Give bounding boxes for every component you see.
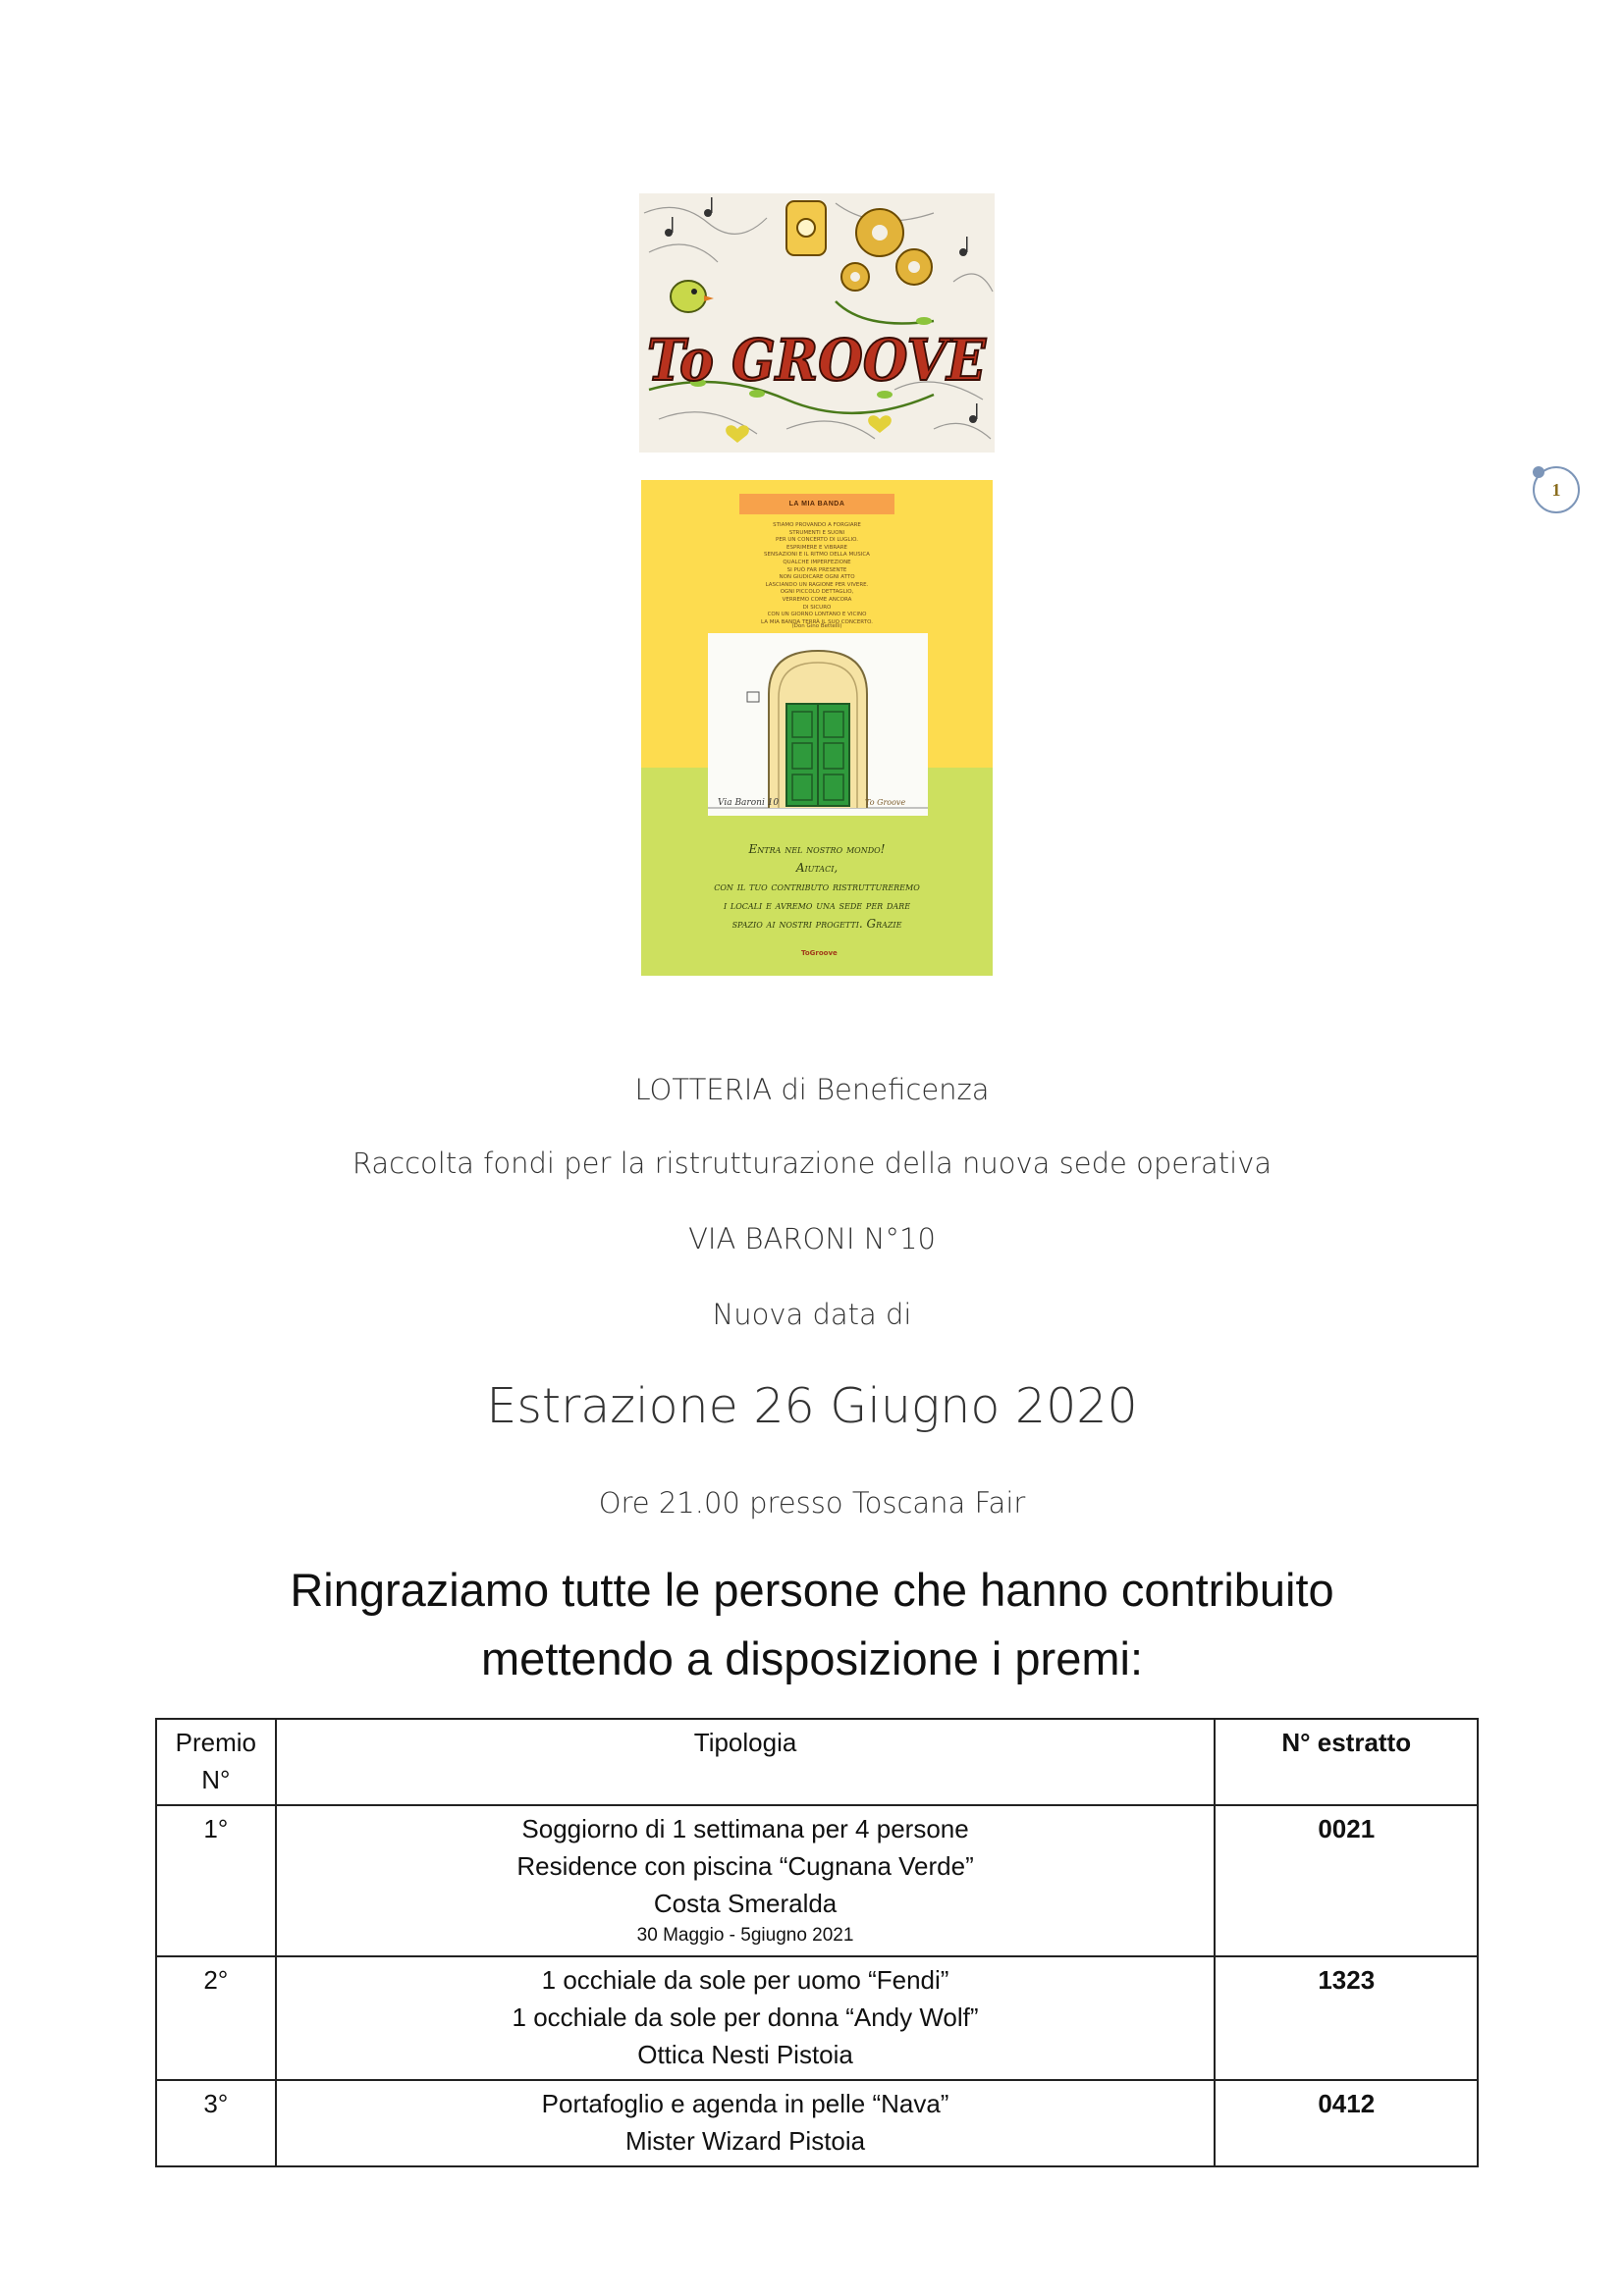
page-number-badge (1533, 466, 1580, 513)
table-row (156, 1805, 1478, 1956)
prize-type: Portafoglio e agenda in pelle “Nava” Mister Wizard Pistoia (276, 2080, 1216, 2166)
poster-appeal (661, 840, 973, 934)
draw-time-location: Ore 21.00 presso Toscana Fair (598, 1486, 1026, 1520)
page-number: 1 (1551, 480, 1561, 500)
logo-illustration-icon (639, 193, 995, 453)
logo-lettering: To GROOVE (647, 327, 987, 394)
lottery-heading: LOTTERIA di Beneficenza (634, 1073, 990, 1106)
thanks-heading (0, 1556, 1624, 1693)
thanks-line-1: Ringraziamo tutte le persone che hanno contribuito (290, 1564, 1334, 1616)
poem-line: STRUMENTI E SUONI (788, 529, 845, 536)
poster-poem (680, 522, 953, 626)
fundraising-description: Raccolta fondi per la ristrutturazione della nuova sede operativa (352, 1147, 1272, 1180)
poem-line: LA MIA BANDA TERRÀ IL SUO CONCERTO. (761, 618, 873, 625)
table-row (156, 2080, 1478, 2166)
prize-drawn-number: 1323 (1215, 1956, 1478, 2080)
fundraising-poster (641, 480, 993, 976)
prize-rank: 2° (156, 1956, 276, 2080)
appeal-line: con il tuo contributo ristruttureremo (714, 880, 920, 893)
poem-line: PER UN CONCERTO DI LUGLIO. (776, 537, 858, 544)
thanks-line-2: mettendo a disposizione i premi: (480, 1632, 1144, 1684)
poem-line: VERREMO COME ANCORA (782, 596, 852, 603)
poem-line: DI SICURO (802, 604, 832, 611)
poem-line: NON GIUDICARE OGNI ATTO (779, 574, 855, 581)
prize-drawn-number: 0412 (1215, 2080, 1478, 2166)
table-header-row (156, 1719, 1478, 1805)
poem-author: (Don Gino Bettelli) (791, 623, 842, 629)
table-row (156, 1956, 1478, 2080)
address-line: VIA BARONI N°10 (688, 1222, 936, 1255)
poem-line: LASCIANDO UN RAGIONE PER VIVERE. (765, 581, 869, 588)
door-caption-left: Via Baroni 10 (718, 798, 780, 808)
draw-date-title: Estrazione 26 Giugno 2020 (486, 1378, 1138, 1434)
poem-line: SENSAZIONI E IL RITMO DELLA MUSICA (764, 552, 870, 559)
prizes-table (155, 1718, 1479, 2167)
prize-drawn-number: 0021 (1215, 1805, 1478, 1956)
poster-title: LA MIA BANDA (739, 494, 894, 514)
appeal-line: i locali e avremo una sede per dare (723, 898, 911, 912)
door-drawing (708, 633, 928, 816)
appeal-line: spazio ai nostri progetti. Grazie (731, 917, 902, 931)
badge-dot-icon (1533, 466, 1544, 478)
prize-rank: 1° (156, 1805, 276, 1956)
prize-rank: 3° (156, 2080, 276, 2166)
header-prize-number: Premio N° (156, 1719, 276, 1805)
header-type: Tipologia (276, 1719, 1216, 1805)
header-drawn-number: N° estratto (1215, 1719, 1478, 1805)
appeal-line: Entra nel nostro mondo! (748, 842, 886, 856)
new-date-label: Nuova data di (712, 1298, 912, 1331)
green-door-icon (708, 633, 928, 816)
poem-line: CON UN GIORNO LONTANO E VICINO (767, 612, 867, 618)
poster-mini-logo: ToGroove (801, 949, 838, 957)
poem-line: ESPRIMERE E VIBRARE (785, 544, 848, 551)
poem-line: SI PUÒ FAR PRESENTE (786, 566, 847, 573)
appeal-line: Aiutaci, (795, 861, 839, 875)
door-caption-right: To Groove (865, 798, 906, 807)
poem-line: QUALCHE IMPERFEZIONE (783, 559, 851, 565)
togroove-logo-image (639, 193, 995, 453)
poem-line: STIAMO PROVANDO A FORGIARE (773, 522, 861, 528)
poem-line: OGNI PICCOLO DETTAGLIO, (780, 589, 854, 596)
prize-type: Soggiorno di 1 settimana per 4 persone Residence con piscina “Cugnana Verde” Costa Smeralda 30 Maggio - 5giugno 2021 (276, 1805, 1216, 1956)
prize-type: 1 occhiale da sole per uomo “Fendi” 1 occhiale da sole per donna “Andy Wolf” Ottica Nesti Pistoia (276, 1956, 1216, 2080)
